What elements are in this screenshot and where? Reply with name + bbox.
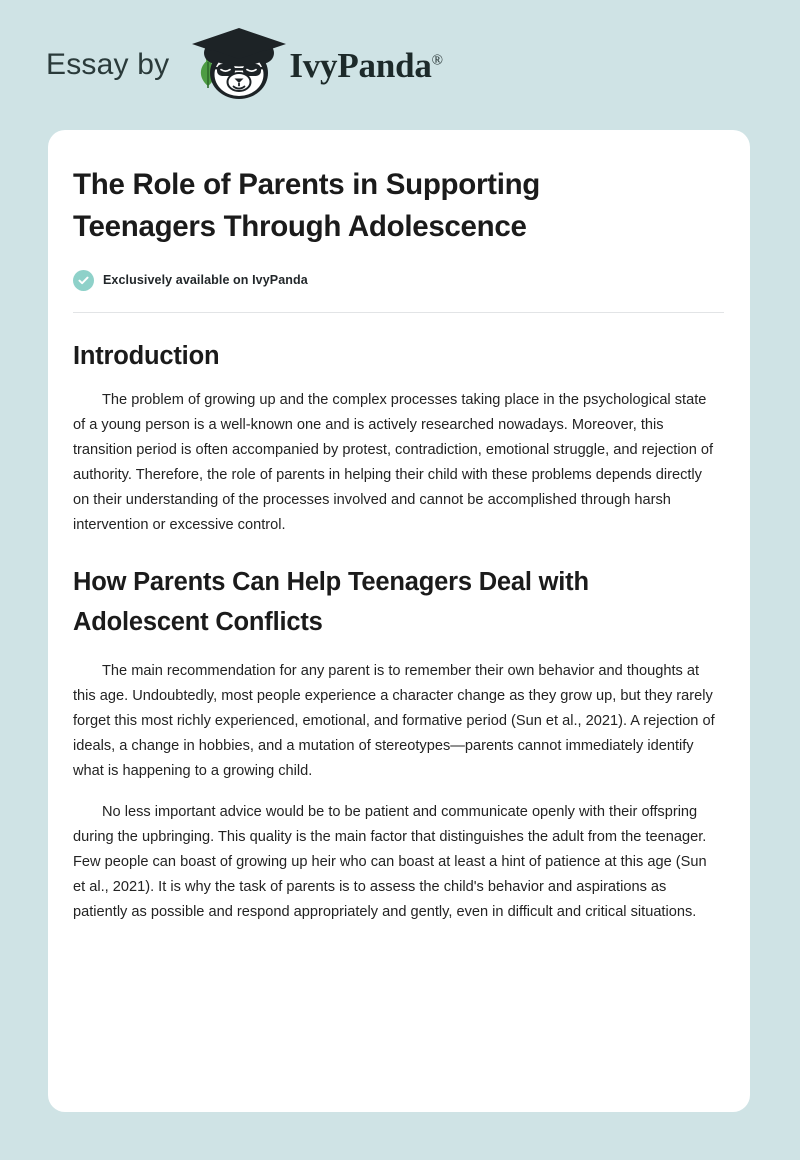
- check-circle-icon: [73, 270, 94, 291]
- ivypanda-wordmark: [289, 45, 443, 85]
- essay-by-label: Essay by: [46, 48, 170, 81]
- page-header: [0, 0, 800, 130]
- brand-name-text: IvyPanda: [289, 45, 432, 85]
- paragraph: The problem of growing up and the complex processes taking place in the psychological state of a young person is a well-known one and is actively researched nowadays. Moreover, this transition period is often accompanied by protest, contradiction, emotional struggle, and rejection of authority. Therefore, the role of parents in helping their child with these problems depends directly on their understanding of the processes involved and cannot be accomplished through harsh intervention or excessive control.: [73, 392, 714, 534]
- exclusive-availability-label: Exclusively available on IvyPanda: [103, 273, 308, 288]
- exclusive-availability-badge: [73, 270, 725, 291]
- section-heading-how-parents-can-help: How Parents Can Help Teenagers Deal with Adolescent Conflicts: [73, 567, 589, 636]
- paragraph: No less important advice would be to be patient and communicate openly with their offspring during the upbringing. This quality is the main factor that distinguishes the adult from the teenager. Few people can boast of growing up heir who can boast at least a hint of patience at this age (Sun et al., 2021). It is why the task of parents is to assess the child's behavior and aspirations as patiently as possible and respond appropriately and gently, even in difficult and critical situations.: [73, 804, 707, 921]
- essay-content: [73, 130, 725, 926]
- section-heading-introduction: Introduction: [73, 342, 220, 370]
- essay-card: [48, 130, 750, 1112]
- paragraph: The main recommendation for any parent is to remember their own behavior and thoughts at this age. Undoubtedly, most people experience a character change as they grow up, but they rarely forget this most richly experienced, emotional, and formative period (Sun et al., 2021). A rejection of ideals, a change in hobbies, and a mutation of stereotypes—parents cannot immediately identify what is happening to a growing child.: [73, 662, 715, 779]
- page-title: The Role of Parents in Supporting Teenagers Through Adolescence: [73, 168, 541, 243]
- ivypanda-brand-lockup[interactable]: [187, 26, 443, 104]
- registered-mark: ®: [431, 51, 443, 68]
- ivypanda-panda-graduate-logo-icon: [187, 26, 291, 104]
